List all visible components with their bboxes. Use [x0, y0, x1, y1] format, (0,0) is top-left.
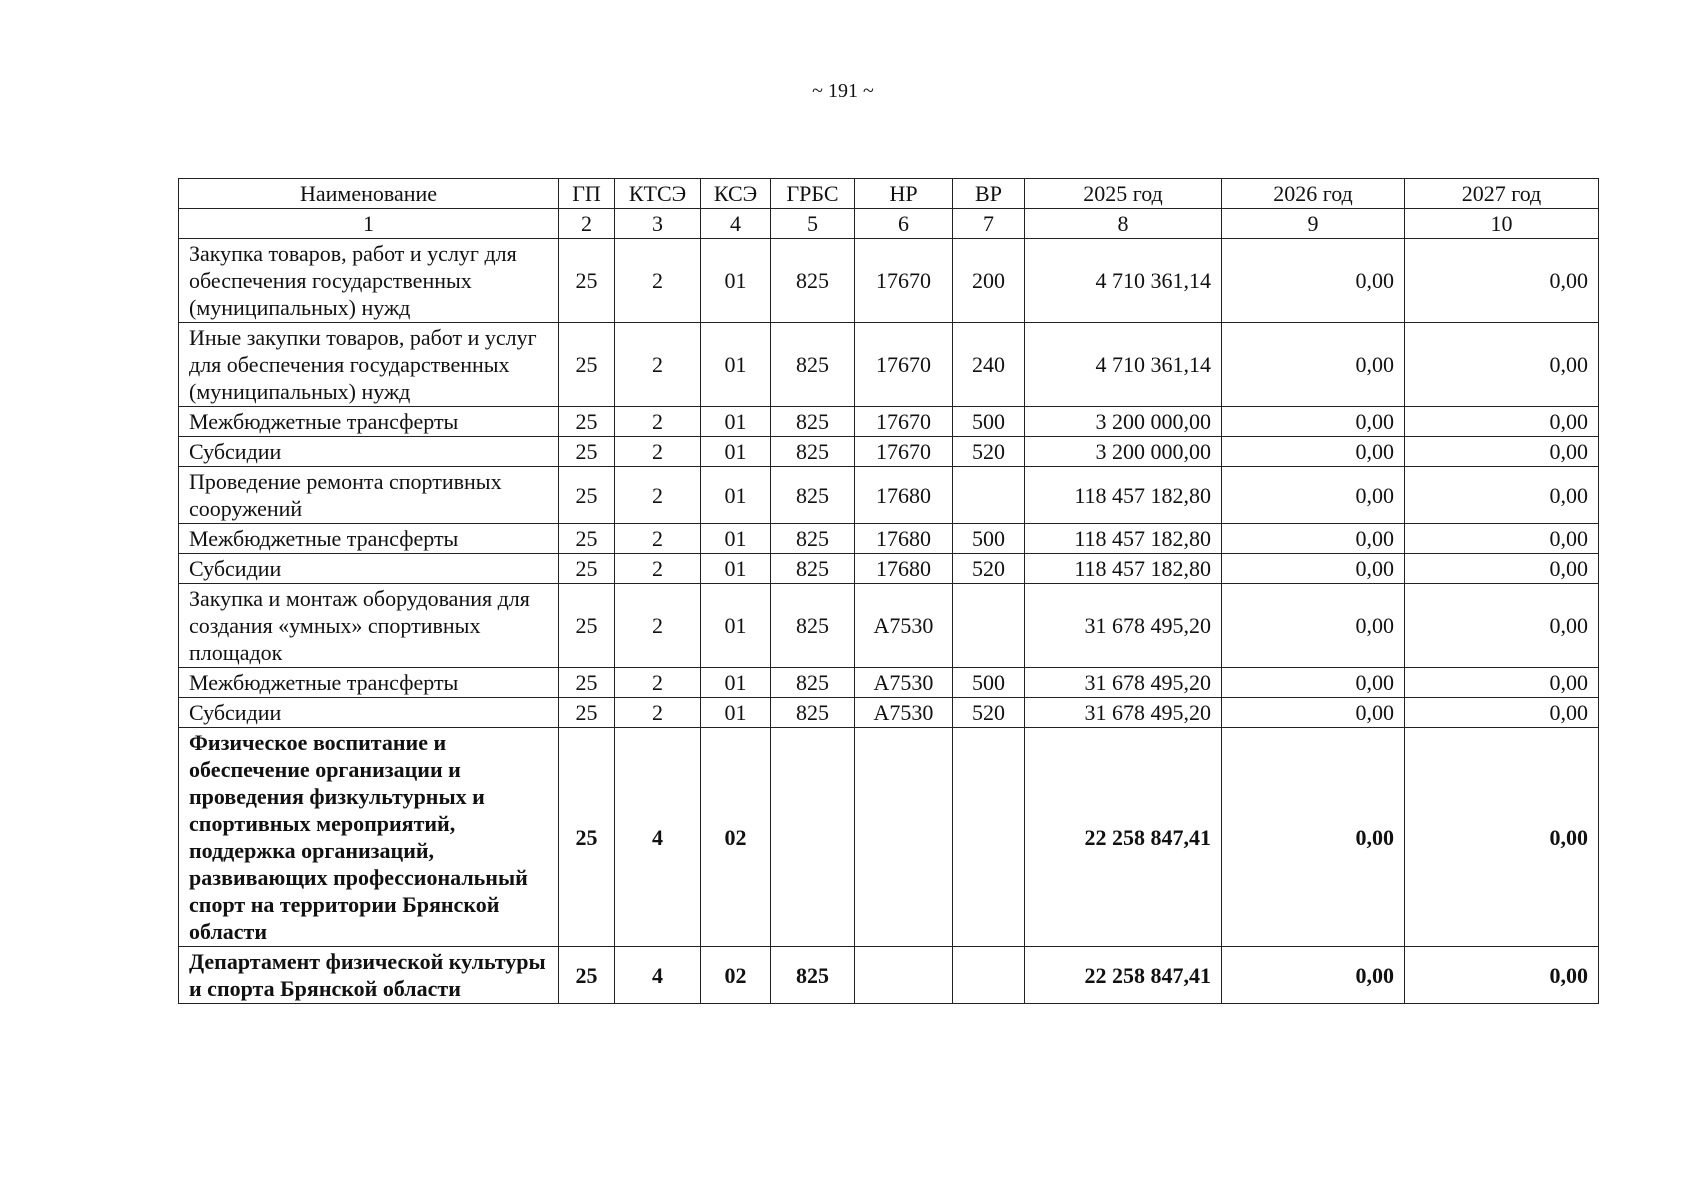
row-ktse-cell: 2 [615, 584, 701, 668]
row-ktse-cell: 2 [615, 698, 701, 728]
header-ktse: КТСЭ [615, 179, 701, 209]
row-gp-cell: 25 [559, 554, 615, 584]
row-2027-cell: 0,00 [1405, 554, 1599, 584]
row-vr-cell [953, 947, 1025, 1004]
row-vr-cell [953, 728, 1025, 947]
table-row [179, 524, 1599, 554]
header-2027: 2027 год [1405, 179, 1599, 209]
row-vr-cell [953, 584, 1025, 668]
row-vr-cell: 520 [953, 554, 1025, 584]
row-2027-cell: 0,00 [1405, 947, 1599, 1004]
row-gp-cell: 25 [559, 668, 615, 698]
row-vr-cell: 240 [953, 323, 1025, 407]
table-row [179, 554, 1599, 584]
row-grbs-cell: 825 [771, 437, 855, 467]
table-row [179, 584, 1599, 668]
header-vr: ВР [953, 179, 1025, 209]
row-ktse-cell: 2 [615, 467, 701, 524]
row-grbs-cell: 825 [771, 554, 855, 584]
table-row [179, 947, 1599, 1004]
table-header [179, 179, 1599, 239]
row-2026-cell: 0,00 [1222, 584, 1405, 668]
row-grbs-cell: 825 [771, 524, 855, 554]
column-number: 2 [559, 209, 615, 239]
row-2026-cell: 0,00 [1222, 467, 1405, 524]
row-2026-cell: 0,00 [1222, 698, 1405, 728]
row-name-cell: Закупка товаров, работ и услуг для обеспечения государственных (муниципальных) нужд [179, 239, 559, 323]
row-nr-cell [855, 947, 953, 1004]
row-gp-cell: 25 [559, 437, 615, 467]
row-vr-cell: 500 [953, 524, 1025, 554]
table-row [179, 698, 1599, 728]
header-nr: НР [855, 179, 953, 209]
row-2027-cell: 0,00 [1405, 239, 1599, 323]
row-2026-cell: 0,00 [1222, 728, 1405, 947]
row-nr-cell: 17670 [855, 323, 953, 407]
row-kse-cell: 01 [701, 584, 771, 668]
row-2026-cell: 0,00 [1222, 437, 1405, 467]
row-kse-cell: 01 [701, 524, 771, 554]
row-2026-cell: 0,00 [1222, 323, 1405, 407]
row-vr-cell: 200 [953, 239, 1025, 323]
row-grbs-cell [771, 728, 855, 947]
column-number: 4 [701, 209, 771, 239]
row-2026-cell: 0,00 [1222, 524, 1405, 554]
row-nr-cell: 17680 [855, 467, 953, 524]
row-ktse-cell: 2 [615, 323, 701, 407]
row-2025-cell: 31 678 495,20 [1025, 668, 1222, 698]
row-kse-cell: 02 [701, 947, 771, 1004]
row-2026-cell: 0,00 [1222, 239, 1405, 323]
row-nr-cell: А7530 [855, 584, 953, 668]
row-name-cell: Департамент физической культуры и спорта Брянской области [179, 947, 559, 1004]
row-2027-cell: 0,00 [1405, 584, 1599, 668]
table-row [179, 323, 1599, 407]
table-body [179, 239, 1599, 1004]
row-grbs-cell: 825 [771, 584, 855, 668]
row-nr-cell: А7530 [855, 698, 953, 728]
row-gp-cell: 25 [559, 698, 615, 728]
row-vr-cell: 500 [953, 668, 1025, 698]
row-vr-cell: 520 [953, 437, 1025, 467]
row-2025-cell: 4 710 361,14 [1025, 239, 1222, 323]
header-name: Наименование [179, 179, 559, 209]
header-2026: 2026 год [1222, 179, 1405, 209]
row-gp-cell: 25 [559, 407, 615, 437]
row-2025-cell: 118 457 182,80 [1025, 554, 1222, 584]
row-vr-cell: 520 [953, 698, 1025, 728]
row-vr-cell: 500 [953, 407, 1025, 437]
row-2027-cell: 0,00 [1405, 698, 1599, 728]
row-kse-cell: 01 [701, 323, 771, 407]
row-2026-cell: 0,00 [1222, 554, 1405, 584]
row-2027-cell: 0,00 [1405, 437, 1599, 467]
row-name-cell: Субсидии [179, 554, 559, 584]
column-number-row [179, 209, 1599, 239]
row-gp-cell: 25 [559, 524, 615, 554]
header-row [179, 179, 1599, 209]
row-kse-cell: 02 [701, 728, 771, 947]
row-name-cell: Субсидии [179, 437, 559, 467]
row-ktse-cell: 2 [615, 437, 701, 467]
row-name-cell: Проведение ремонта спортивных сооружений [179, 467, 559, 524]
row-kse-cell: 01 [701, 698, 771, 728]
row-2027-cell: 0,00 [1405, 728, 1599, 947]
row-ktse-cell: 2 [615, 524, 701, 554]
page-number: ~ 191 ~ [812, 80, 874, 102]
row-grbs-cell: 825 [771, 323, 855, 407]
row-gp-cell: 25 [559, 584, 615, 668]
table-row [179, 239, 1599, 323]
row-kse-cell: 01 [701, 668, 771, 698]
header-kse: КСЭ [701, 179, 771, 209]
row-2027-cell: 0,00 [1405, 467, 1599, 524]
budget-table [178, 178, 1599, 1004]
table-row [179, 407, 1599, 437]
column-number: 5 [771, 209, 855, 239]
row-name-cell: Межбюджетные трансферты [179, 668, 559, 698]
column-number: 1 [179, 209, 559, 239]
table-row [179, 728, 1599, 947]
row-2027-cell: 0,00 [1405, 524, 1599, 554]
row-ktse-cell: 2 [615, 554, 701, 584]
row-nr-cell: 17680 [855, 524, 953, 554]
row-2026-cell: 0,00 [1222, 947, 1405, 1004]
row-name-cell: Межбюджетные трансферты [179, 407, 559, 437]
row-2025-cell: 22 258 847,41 [1025, 728, 1222, 947]
row-name-cell: Закупка и монтаж оборудования для создания «умных» спортивных площадок [179, 584, 559, 668]
row-gp-cell: 25 [559, 323, 615, 407]
row-2026-cell: 0,00 [1222, 407, 1405, 437]
row-2025-cell: 31 678 495,20 [1025, 584, 1222, 668]
row-nr-cell [855, 728, 953, 947]
row-kse-cell: 01 [701, 407, 771, 437]
row-kse-cell: 01 [701, 437, 771, 467]
row-grbs-cell: 825 [771, 407, 855, 437]
row-ktse-cell: 2 [615, 668, 701, 698]
row-2027-cell: 0,00 [1405, 407, 1599, 437]
row-nr-cell: 17670 [855, 407, 953, 437]
row-2026-cell: 0,00 [1222, 668, 1405, 698]
column-number: 9 [1222, 209, 1405, 239]
row-grbs-cell: 825 [771, 239, 855, 323]
table-row [179, 467, 1599, 524]
row-name-cell: Субсидии [179, 698, 559, 728]
row-grbs-cell: 825 [771, 668, 855, 698]
row-grbs-cell: 825 [771, 698, 855, 728]
column-number: 3 [615, 209, 701, 239]
row-2025-cell: 4 710 361,14 [1025, 323, 1222, 407]
row-name-cell: Иные закупки товаров, работ и услуг для обеспечения государственных (муниципальных) нужд [179, 323, 559, 407]
row-grbs-cell: 825 [771, 947, 855, 1004]
row-name-cell: Межбюджетные трансферты [179, 524, 559, 554]
column-number: 10 [1405, 209, 1599, 239]
row-nr-cell: А7530 [855, 668, 953, 698]
row-2025-cell: 3 200 000,00 [1025, 407, 1222, 437]
row-ktse-cell: 4 [615, 947, 701, 1004]
row-kse-cell: 01 [701, 467, 771, 524]
row-2025-cell: 22 258 847,41 [1025, 947, 1222, 1004]
row-2025-cell: 118 457 182,80 [1025, 524, 1222, 554]
column-number: 8 [1025, 209, 1222, 239]
row-ktse-cell: 4 [615, 728, 701, 947]
row-2025-cell: 3 200 000,00 [1025, 437, 1222, 467]
row-name-cell: Физическое воспитание и обеспечение организации и проведения физкультурных и спортивных мероприятий, поддержка организаций, развивающих профессиональный спорт на территории Брянской области [179, 728, 559, 947]
row-nr-cell: 17670 [855, 239, 953, 323]
row-nr-cell: 17680 [855, 554, 953, 584]
table-row [179, 668, 1599, 698]
header-gp: ГП [559, 179, 615, 209]
row-2025-cell: 31 678 495,20 [1025, 698, 1222, 728]
row-kse-cell: 01 [701, 554, 771, 584]
row-2025-cell: 118 457 182,80 [1025, 467, 1222, 524]
row-gp-cell: 25 [559, 467, 615, 524]
row-ktse-cell: 2 [615, 239, 701, 323]
row-gp-cell: 25 [559, 947, 615, 1004]
row-vr-cell [953, 467, 1025, 524]
row-2027-cell: 0,00 [1405, 668, 1599, 698]
row-kse-cell: 01 [701, 239, 771, 323]
header-2025: 2025 год [1025, 179, 1222, 209]
column-number: 7 [953, 209, 1025, 239]
row-gp-cell: 25 [559, 239, 615, 323]
row-2027-cell: 0,00 [1405, 323, 1599, 407]
header-grbs: ГРБС [771, 179, 855, 209]
column-number: 6 [855, 209, 953, 239]
row-ktse-cell: 2 [615, 407, 701, 437]
row-grbs-cell: 825 [771, 467, 855, 524]
table-row [179, 437, 1599, 467]
row-gp-cell: 25 [559, 728, 615, 947]
row-nr-cell: 17670 [855, 437, 953, 467]
